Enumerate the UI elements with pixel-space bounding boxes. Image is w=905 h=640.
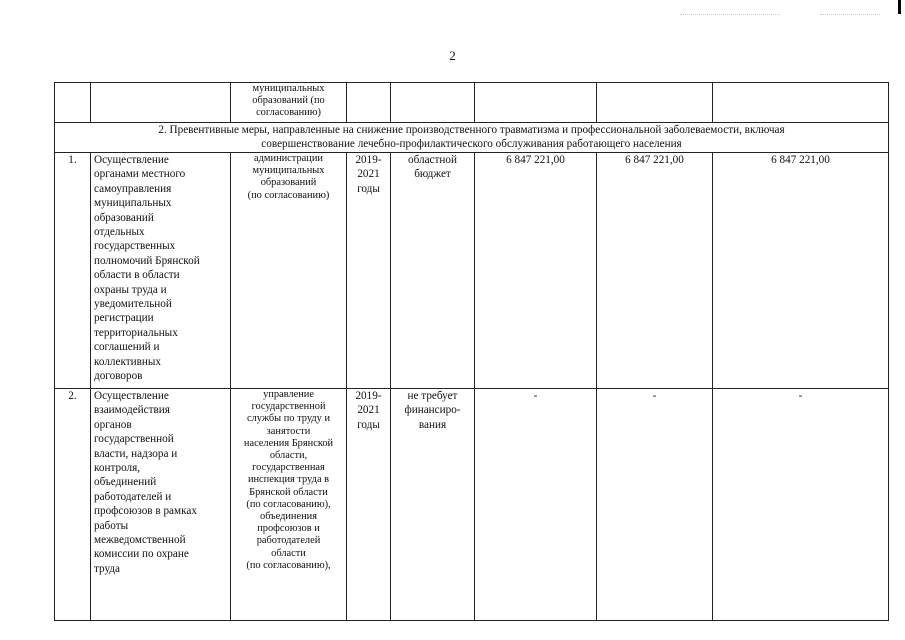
table-row bbox=[55, 153, 889, 389]
section-header-row bbox=[55, 123, 889, 153]
activity-cell: Осуществление взаимодействия органов государственной власти, надзора и контроля, объединений работодателей и профсоюзов в рамках работы межведомственной комиссии по охране труда bbox=[91, 389, 231, 621]
amount-cell: - bbox=[597, 389, 713, 621]
measures-table bbox=[54, 82, 889, 621]
executor-cell: управление государственной службы по труду и занятости населения Брянской области, государственная инспекция труда в Брянской области (по согласованию), объединения профсоюзов и работодателей области (по согласованию), bbox=[231, 389, 347, 621]
table-row-carry-over bbox=[55, 83, 889, 123]
executor-cell: муниципальных образований (по согласованию) bbox=[231, 83, 347, 123]
corner-scan-mark bbox=[898, 0, 901, 14]
activity-cell: Осуществление органами местного самоуправления муниципальных образований отдельных государственных полномочий Брянской области в области охраны труда и уведомительной регистрации территориальных соглашений и коллективных договоров bbox=[91, 153, 231, 389]
row-number: 1. bbox=[55, 153, 91, 389]
page-number: 2 bbox=[449, 48, 456, 63]
period-cell: 2019- 2021 годы bbox=[347, 389, 391, 621]
row-number: 2. bbox=[55, 389, 91, 621]
amount-total-cell: - bbox=[475, 389, 597, 621]
amount-cell: 6 847 221,00 bbox=[597, 153, 713, 389]
executor-cell: администрации муниципальных образований (по согласованию) bbox=[231, 153, 347, 389]
table-row bbox=[55, 389, 889, 621]
funding-source-cell: не требует финансиро- вания bbox=[391, 389, 475, 621]
scan-artifact bbox=[680, 14, 780, 16]
amount-cell: - bbox=[713, 389, 889, 621]
section-title: 2. Превентивные меры, направленные на снижение производственного травматизма и профессиональной заболеваемости, включая совершенствование лечебно-профилактического обслуживания работающего населения bbox=[55, 123, 889, 153]
funding-source-cell: областной бюджет bbox=[391, 153, 475, 389]
amount-cell: 6 847 221,00 bbox=[713, 153, 889, 389]
amount-total-cell: 6 847 221,00 bbox=[475, 153, 597, 389]
scan-artifact bbox=[820, 14, 880, 16]
period-cell: 2019- 2021 годы bbox=[347, 153, 391, 389]
